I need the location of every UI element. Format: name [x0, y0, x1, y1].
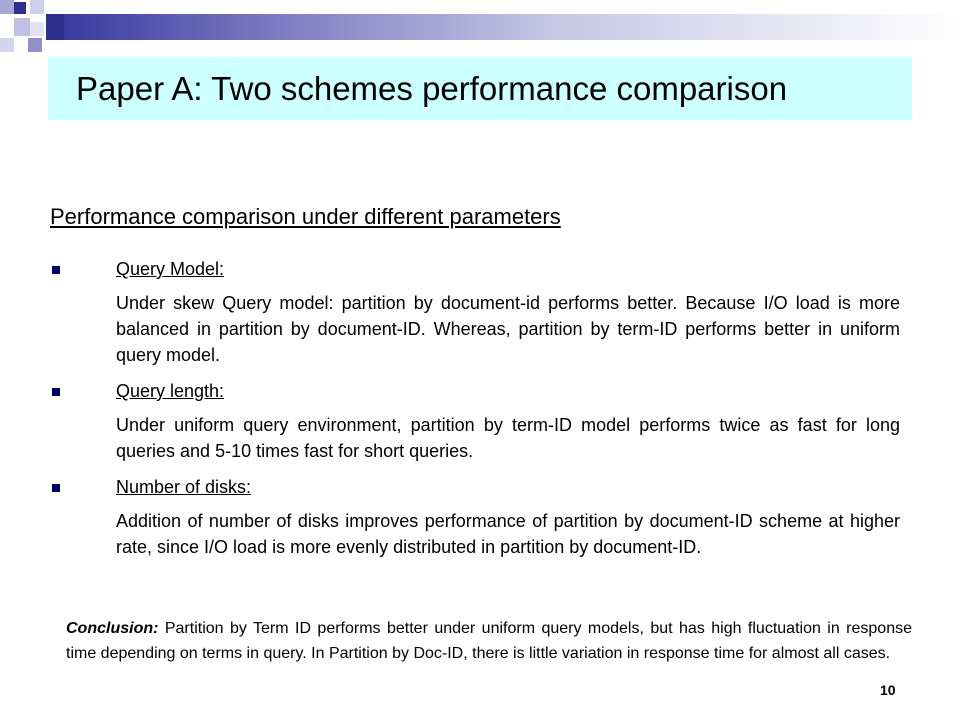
- decor-square: [14, 2, 26, 14]
- decor-square: [30, 22, 44, 36]
- list-item: [50, 256, 900, 368]
- page-number: 10: [880, 682, 896, 698]
- decor-square: [0, 0, 14, 14]
- list-item: [50, 474, 900, 560]
- square-bullet-icon: [52, 388, 60, 396]
- square-bullet-icon: [52, 266, 60, 274]
- bullet-description: Under uniform query environment, partition by term-ID model performs twice as fast for long queries and 5-10 times fast for short queries.: [116, 415, 900, 461]
- header-gradient-band: [64, 14, 960, 40]
- bullet-description: Addition of number of disks improves performance of partition by document-ID scheme at higher rate, since I/O load is more evenly distributed in partition by document-ID.: [116, 511, 900, 557]
- title-box: [48, 57, 912, 120]
- square-bullet-icon: [52, 484, 60, 492]
- conclusion-label: Conclusion:: [66, 620, 159, 637]
- decor-square: [30, 0, 44, 14]
- bullet-description: Under skew Query model: partition by document-id performs better. Because I/O load is more balanced in partition by document-ID. Whereas, partition by term-ID performs better in uniform query model.: [116, 293, 900, 365]
- bullet-heading: Number of disks:: [116, 477, 252, 497]
- decor-square: [28, 38, 42, 52]
- bullet-heading: Query Model:: [116, 259, 225, 279]
- decor-square: [14, 18, 30, 36]
- decor-square: [46, 14, 64, 40]
- section-subtitle: Performance comparison under different parameters: [50, 204, 561, 229]
- decor-square: [0, 38, 14, 52]
- conclusion-paragraph: [66, 616, 912, 666]
- list-item: [50, 378, 900, 464]
- conclusion-text: Partition by Term ID performs better under uniform query models, but has high fluctuation in response time depending on terms in query. In Partition by Doc-ID, there is little variation in response time for almost all cases.: [66, 620, 912, 662]
- bullet-list: [50, 256, 900, 570]
- page-title: Paper A: Two schemes performance comparison: [76, 70, 788, 107]
- bullet-heading: Query length:: [116, 381, 225, 401]
